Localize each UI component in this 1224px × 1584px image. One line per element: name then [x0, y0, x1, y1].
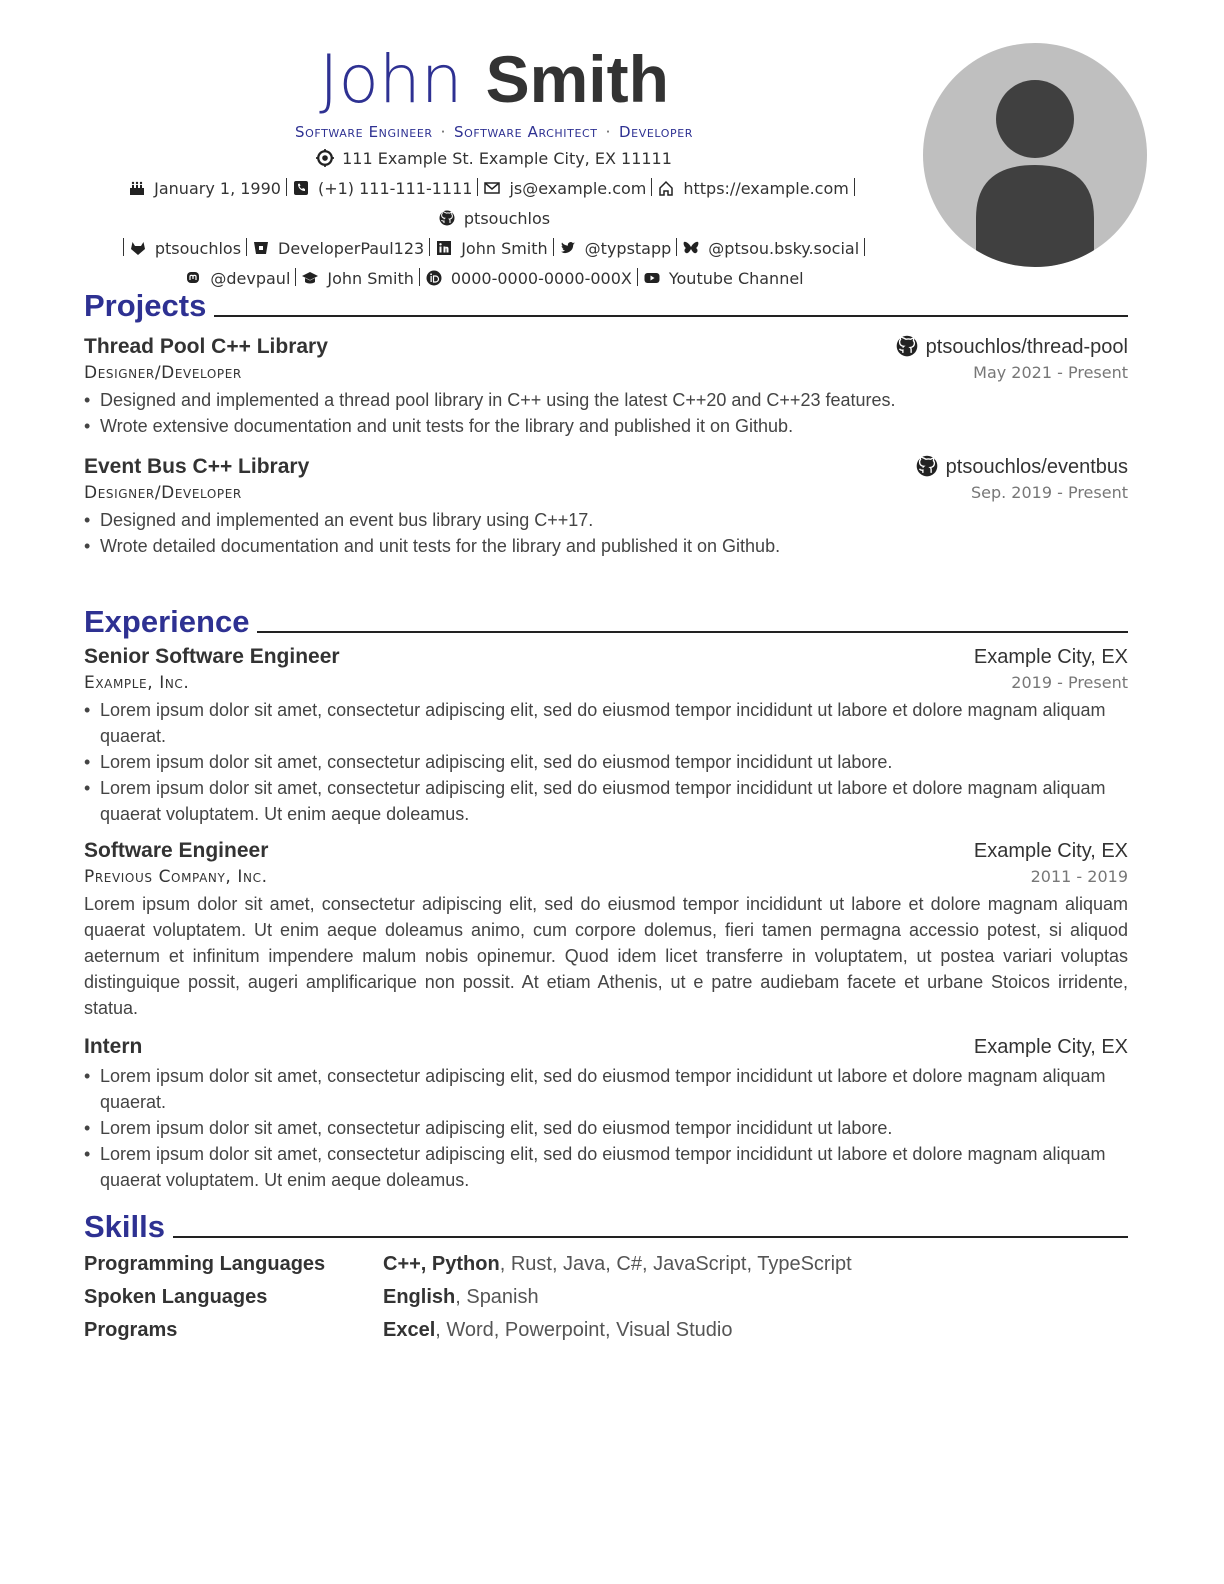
- contact-bluesky[interactable]: [682, 234, 859, 264]
- github-icon: [438, 210, 456, 226]
- resume-header: [84, 40, 904, 294]
- skill-values: [383, 1285, 539, 1310]
- skill-values: [383, 1318, 732, 1343]
- skill-primary: C++, Python: [383, 1253, 500, 1275]
- contact-email[interactable]: [483, 174, 646, 204]
- github-icon: [916, 455, 938, 477]
- list-item: • Lorem ipsum dolor sit amet, consectetur adipiscing elit, sed do eiusmod tempor incididunt ut labore et dolore magnam aliquam quaerat voluptatem. Ut enim aeque doleamus.: [84, 1141, 1128, 1193]
- experience-section: [84, 599, 1128, 1193]
- project-date: Sep. 2019 - Present: [970, 483, 1128, 502]
- full-name: [84, 40, 904, 119]
- title-1: Software Engineer: [294, 123, 433, 141]
- list-item: • Designed and implemented an event bus library using C++17.: [84, 507, 1128, 533]
- cake-icon: [128, 180, 146, 196]
- list-item: • Lorem ipsum dolor sit amet, consectetur adipiscing elit, sed do eiusmod tempor incididunt ut labore.: [84, 749, 1128, 775]
- project-link-text: ptsouchlos/eventbus: [945, 456, 1128, 478]
- title-separator: ·: [440, 123, 446, 141]
- address-line: [84, 149, 904, 168]
- project-bullets: [84, 507, 1128, 559]
- company-name: Previous Company, Inc.: [84, 867, 268, 887]
- bitbucket-icon: [252, 240, 270, 256]
- skill-label: Programs: [84, 1319, 178, 1341]
- section-divider: [257, 631, 1128, 633]
- github-icon: [896, 335, 918, 357]
- project-role: Designer/Developer: [84, 363, 242, 383]
- job-entry: [84, 1035, 1128, 1193]
- list-item: • Lorem ipsum dolor sit amet, consectetur adipiscing elit, sed do eiusmod tempor incididunt ut labore.: [84, 1115, 1128, 1141]
- job-title: Senior Software Engineer: [84, 645, 340, 668]
- skill-label: Programming Languages: [84, 1253, 326, 1275]
- job-date: 2019 - Present: [1011, 673, 1128, 692]
- section-title: Projects: [84, 288, 207, 323]
- contact-linkedin[interactable]: [435, 234, 547, 264]
- list-item: • Wrote extensive documentation and unit tests for the library and published it on Github.: [84, 413, 1128, 439]
- linkedin-icon: [435, 240, 453, 256]
- project-date: May 2021 - Present: [973, 363, 1128, 382]
- phone-icon: [292, 180, 310, 196]
- job-bullets: [84, 1063, 1128, 1193]
- website-text: https://example.com: [683, 179, 849, 198]
- twitter-icon: [559, 240, 577, 256]
- address-text: 111 Example St. Example City, EX 11111: [342, 149, 672, 168]
- skill-label: Spoken Languages: [84, 1286, 268, 1308]
- skill-secondary: , Spanish: [455, 1286, 539, 1308]
- job-titles: [84, 123, 904, 141]
- gitlab-text: ptsouchlos: [154, 239, 242, 258]
- projects-section: [84, 283, 1128, 559]
- bitbucket-text: DeveloperPaul123: [278, 239, 425, 258]
- contact-github[interactable]: [438, 204, 550, 234]
- youtube-text: Youtube Channel: [668, 269, 804, 288]
- email-icon: [483, 180, 501, 196]
- job-entry: [84, 839, 1128, 1021]
- birthday-text: January 1, 1990: [154, 179, 281, 198]
- contact-phone[interactable]: [292, 174, 473, 204]
- project-link[interactable]: [916, 455, 1128, 479]
- email-text: js@example.com: [509, 179, 647, 198]
- butterfly-icon: [682, 240, 700, 256]
- company-name: Example, Inc.: [84, 673, 190, 693]
- contact-birthday: [128, 174, 281, 204]
- skill-primary: Excel: [383, 1319, 436, 1341]
- section-title: Experience: [84, 604, 250, 639]
- phone-text: (+1) 111-111-1111: [317, 179, 473, 198]
- skill-primary: English: [383, 1286, 456, 1308]
- project-bullets: [84, 387, 1128, 439]
- linkedin-text: John Smith: [461, 239, 548, 258]
- job-location: Example City, EX: [973, 840, 1128, 862]
- project-role: Designer/Developer: [84, 483, 242, 503]
- job-location: Example City, EX: [973, 1036, 1128, 1058]
- contact-list: [84, 174, 904, 294]
- contact-twitter[interactable]: [559, 234, 672, 264]
- skills-section: [84, 1204, 1128, 1343]
- list-item: • Designed and implemented a thread pool library in C++ using the latest C++20 and C++23 features.: [84, 387, 1128, 413]
- project-name: Thread Pool C++ Library: [84, 335, 328, 358]
- contact-website[interactable]: [657, 174, 848, 204]
- job-title: Intern: [84, 1035, 143, 1058]
- contact-bitbucket[interactable]: [252, 234, 424, 264]
- home-icon: [657, 180, 675, 196]
- profile-photo-placeholder: [923, 43, 1147, 267]
- orcid-text: 0000-0000-0000-000X: [450, 269, 632, 288]
- gitlab-icon: [129, 240, 147, 256]
- project-entry: [84, 335, 1128, 439]
- job-location: Example City, EX: [973, 646, 1128, 668]
- job-description: Lorem ipsum dolor sit amet, consectetur adipiscing elit, sed do eiusmod tempor incididunt ut labore et dolore magnam aliquam quaerat voluptatem. Ut enim aeque doleamus animo, cum corpore dolemus, fieri tamen permagna accessio potest, si aliquod aeternum et infinitum impendere malum nobis opinemur. Quod idem licet transferre in voluptatem, ut postea variari voluptas distinguique possit, augeri amplificarique non possit. At etiam Athenis, ut e patre audiebam facete et urbane Stoicos irridente, statua.: [84, 894, 1128, 1018]
- contact-gitlab[interactable]: [129, 234, 241, 264]
- skill-values: [383, 1252, 852, 1277]
- skill-secondary: , Word, Powerpoint, Visual Studio: [435, 1319, 733, 1341]
- section-title: Skills: [84, 1209, 165, 1244]
- title-separator: ·: [605, 123, 611, 141]
- job-bullets: [84, 697, 1128, 827]
- project-entry: [84, 455, 1128, 559]
- twitter-text: @typstapp: [584, 239, 672, 258]
- project-link-text: ptsouchlos/thread-pool: [925, 336, 1128, 358]
- first-name: John: [319, 41, 463, 118]
- job-date: 2011 - 2019: [1030, 867, 1128, 886]
- bluesky-text: @ptsou.bsky.social: [708, 239, 860, 258]
- scholar-text: John Smith: [327, 269, 414, 288]
- location-icon: [316, 149, 334, 167]
- job-title: Software Engineer: [84, 839, 269, 862]
- section-divider: [214, 315, 1128, 317]
- project-name: Event Bus C++ Library: [84, 455, 310, 478]
- job-entry: [84, 645, 1128, 827]
- list-item: • Lorem ipsum dolor sit amet, consectetur adipiscing elit, sed do eiusmod tempor incididunt ut labore et dolore magnam aliquam quaerat voluptatem. Ut enim aeque doleamus.: [84, 775, 1128, 827]
- avatar-icon: [923, 43, 1147, 267]
- list-item: • Lorem ipsum dolor sit amet, consectetur adipiscing elit, sed do eiusmod tempor incididunt ut labore et dolore magnam aliquam quaerat.: [84, 697, 1128, 749]
- github-text: ptsouchlos: [463, 209, 551, 228]
- title-3: Developer: [619, 123, 693, 141]
- skill-row: [84, 1318, 1128, 1343]
- list-item: • Wrote detailed documentation and unit tests for the library and published it on Github.: [84, 533, 1128, 559]
- project-link[interactable]: [896, 335, 1128, 359]
- skill-row: [84, 1285, 1128, 1310]
- skill-secondary: , Rust, Java, C#, JavaScript, TypeScript: [499, 1253, 852, 1275]
- mastodon-text: @devpaul: [210, 269, 291, 288]
- list-item: • Lorem ipsum dolor sit amet, consectetur adipiscing elit, sed do eiusmod tempor incididunt ut labore et dolore magnam aliquam quaerat.: [84, 1063, 1128, 1115]
- last-name: Smith: [485, 42, 669, 116]
- section-divider: [173, 1236, 1128, 1238]
- title-2: Software Architect: [454, 123, 598, 141]
- skill-row: [84, 1252, 1128, 1277]
